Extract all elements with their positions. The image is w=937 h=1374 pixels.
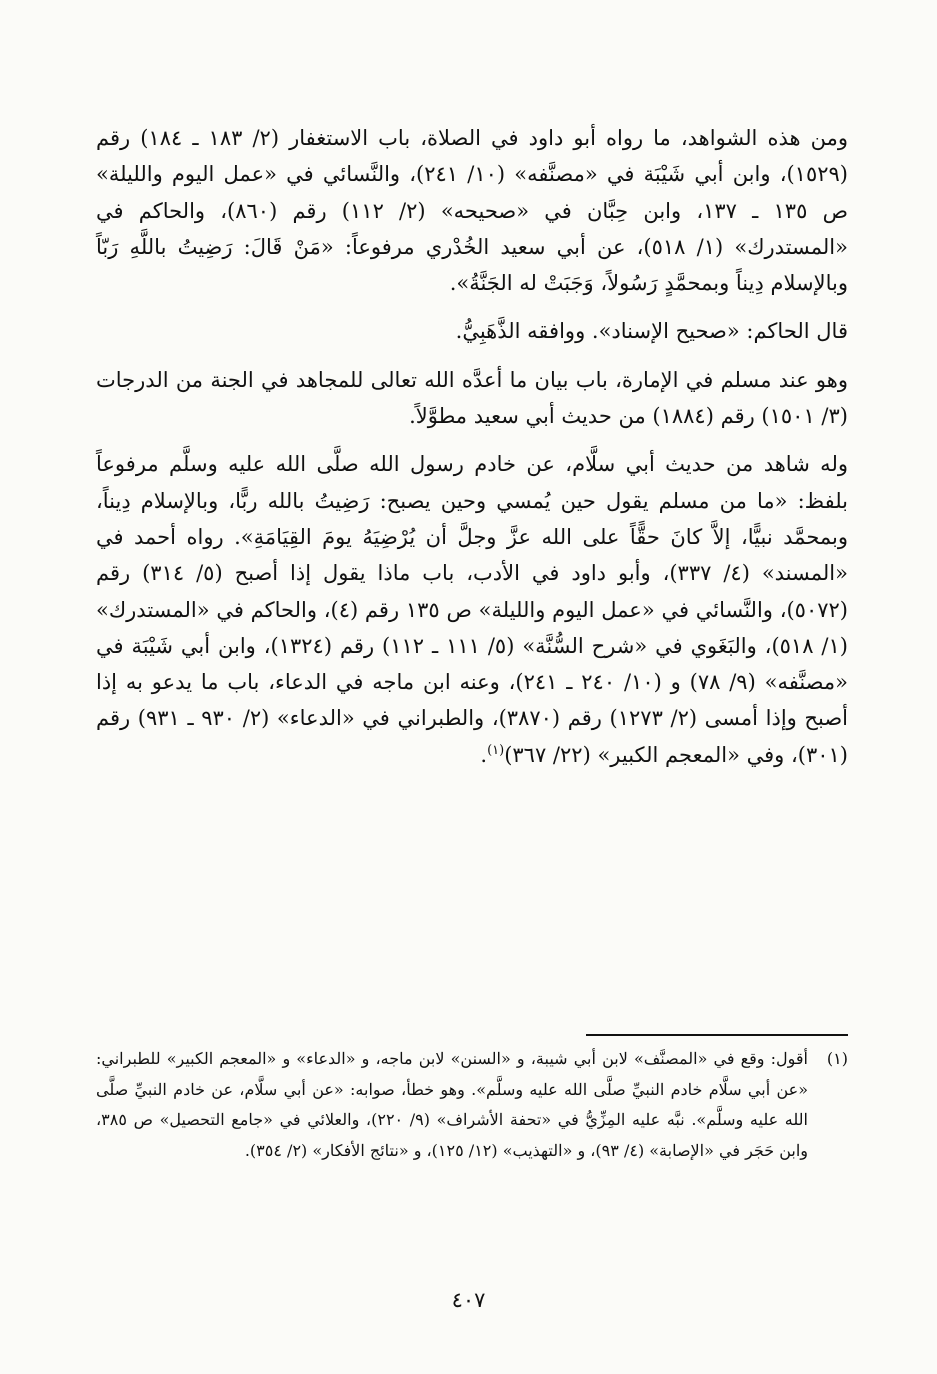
footnote-reference[interactable]: (١) <box>487 742 505 758</box>
paragraph-abu-sallam-text: وله شاهد من حديث أبي سلَّام، عن خادم رسول الله صلَّى الله عليه وسلَّم مرفوعاً بلفظ: «ما من مسلم يقول حين يُمسي وحين يصبح: رَضِيتُ بالله ربًّا، وبالإسلام دِيناً، وبمحمَّد نبيًّا، إلاَّ كانَ حقًّاً على الله عزَّ وجلَّ أن يُرْضِيَهُ يومَ القِيَامَةِ». رواه أحمد في «المسند» (٤/ ٣٣٧)، وأبو داود في الأدب، باب ماذا يقول إذا أصبح (٥/ ٣١٤) رقم (٥٠٧٢)، والنَّسائي في «عمل اليوم والليلة» ص ١٣٥ رقم (٤)، والحاكم في «المستدرك» (١/ ٥١٨)، والبَغَوي في «شرح السُّنَّة» (٥/ ١١١ ـ ١١٢) رقم (١٣٢٤)، وابن أبي شَيْبَة في «مصنَّفه» (٩/ ٧٨) و (١٠/ ٢٤٠ ـ ٢٤١)، وعنه ابن ماجه في الدعاء، باب ما يدعو به إذا أصبح وإذا أمسى (٢/ ١٢٧٣) رقم (٣٨٧٠)، والطبراني في «الدعاء» (٢/ ٩٣٠ ـ ٩٣١) رقم (٣٠١)، وفي «المعجم الكبير» (٢٢/ ٣٦٧) <box>96 452 848 767</box>
paragraph-abu-sallam <box>96 446 848 773</box>
footnote-1 <box>96 1044 848 1166</box>
page-number: ٤٠٧ <box>451 1288 486 1312</box>
main-text <box>96 120 848 773</box>
paragraph-end-mark: . <box>480 742 488 767</box>
paragraph-hakim-verdict: قال الحاكم: «صحيح الإسناد». ووافقه الذَّهَبِيُّ. <box>455 319 848 344</box>
footnote-text: أقول: وقع في «المصنَّف» لابن أبي شيبة، و «السنن» لابن ماجه، و «الدعاء» و «المعجم الكبير» للطبراني: «عن أبي سلَّام خادم النبيِّ صلَّى الله عليه وسلَّم». وهو خطأ، صوابه: «عن أبي سلَّام، عن خادم النبيِّ صلَّى الله عليه وسلَّم». نبَّه عليه المِزِّيُّ في «تحفة الأشراف» (٩/ ٢٢٠)، والعلائي في «جامع التحصيل» ص ٣٨٥، وابن حَجَر في «الإصابة» (٤/ ٩٣)، و «التهذيب» (١٢/ ١٢٥)، و «نتائج الأفكار» (٢/ ٣٥٤). <box>96 1049 809 1160</box>
footnote-separator <box>586 1034 848 1036</box>
paragraph-witnesses: ومن هذه الشواهد، ما رواه أبو داود في الصلاة، باب الاستغفار (٢/ ١٨٣ ـ ١٨٤) رقم (١٥٢٩)، وابن أبي شَيْبَة في «مصنَّفه» (١٠/ ٢٤١)، والنَّسائي في «عمل اليوم والليلة» ص ١٣٥ ـ ١٣٧، وابن حِبَّان في «صحيحه» (٢/ ١١٢) رقم (٨٦٠)، والحاكم في «المستدرك» (١/ ٥١٨)، عن أبي سعيد الخُدْري مرفوعاً: «مَنْ قَالَ: رَضِيتُ باللَّهِ رَبّاً وبالإسلام دِيناً وبمحمَّدٍ رَسُولاً، وَجَبَتْ له الجَنَّةُ». <box>96 126 848 296</box>
paragraph-muslim: وهو عند مسلم في الإمارة، باب بيان ما أعدَّه الله تعالى للمجاهد في الجنة من الدرجات (٣/ ١٥٠١) رقم (١٨٨٤) من حديث أبي سعيد مطوَّلاً. <box>96 367 848 429</box>
footnote-marker: (١) <box>826 1049 848 1068</box>
footnotes <box>96 1044 848 1166</box>
